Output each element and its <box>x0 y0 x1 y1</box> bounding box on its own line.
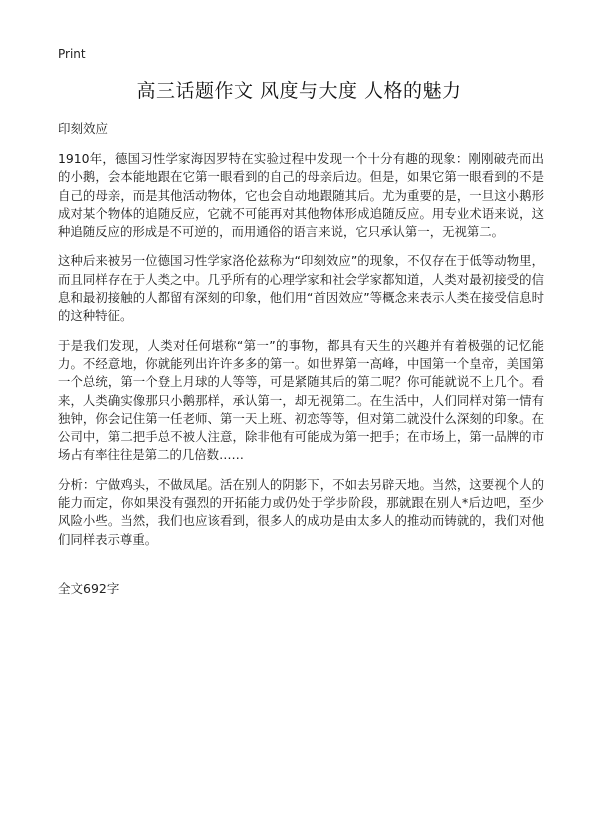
article-subtitle: 印刻效应 <box>58 121 109 136</box>
article-title: 高三话题作文 风度与大度 人格的魅力 <box>136 80 462 102</box>
article-body <box>58 150 544 560</box>
paragraph: 这种后来被另一位德国习性学家洛伦兹称为“印刻效应”的现象，不仅存在于低等动物里，而且同样存在于人类之中。几乎所有的心理学家和社会学家都知道，人类对最初接受的信息和最初接触的人都留有深刻的印象，他们用“首因效应”等概念来表示人类在接受信息时的这种特征。 <box>58 253 544 324</box>
word-count: 全文692字 <box>58 581 120 596</box>
paragraph: 1910年，德国习性学家海因罗特在实验过程中发现一个十分有趣的现象：刚刚破壳而出的小鹅，会本能地跟在它第一眼看到的自己的母亲后边。但是，如果它第一眼看到的不是自己的母亲，而是其他活动物体，它也会自动地跟随其后。尤为重要的是，一旦这小鹅形成对某个物体的追随反应，它就不可能再对其他物体形成追随反应。用专业术语来说，这种追随反应的形成是不可逆的，而用通俗的语言来说，它只承认第一，无视第二。 <box>58 151 544 240</box>
paragraph: 分析：宁做鸡头，不做凤尾。活在别人的阴影下，不如去另辟天地。当然，这要视个人的能力而定，你如果没有强烈的开拓能力或仍处于学步阶段，那就跟在别人*后边吧，至少风险小些。当然，我们也应该看到，很多人的成功是由太多人的推动而铸就的，我们对他们同样表示尊重。 <box>58 476 544 547</box>
print-link[interactable]: Print <box>58 47 86 61</box>
paragraph: 于是我们发现，人类对任何堪称“第一”的事物，都具有天生的兴趣并有着极强的记忆能力。不经意地，你就能列出许许多多的第一。如世界第一高峰，中国第一个皇帝，美国第一个总统，第一个登上月球的人等等，可是紧随其后的第二呢？你可能就说不上几个。看来，人类确实像那只小鹅那样，承认第一，却无视第二。在生活中，人们同样对第一情有独钟，你会记住第一任老师、第一天上班、初恋等等，但对第二就没什么深刻的印象。在公司中，第二把手总不被人注意，除非他有可能成为第一把手；在市场上，第一品牌的市场占有率往往是第二的几倍数…… <box>58 337 544 463</box>
